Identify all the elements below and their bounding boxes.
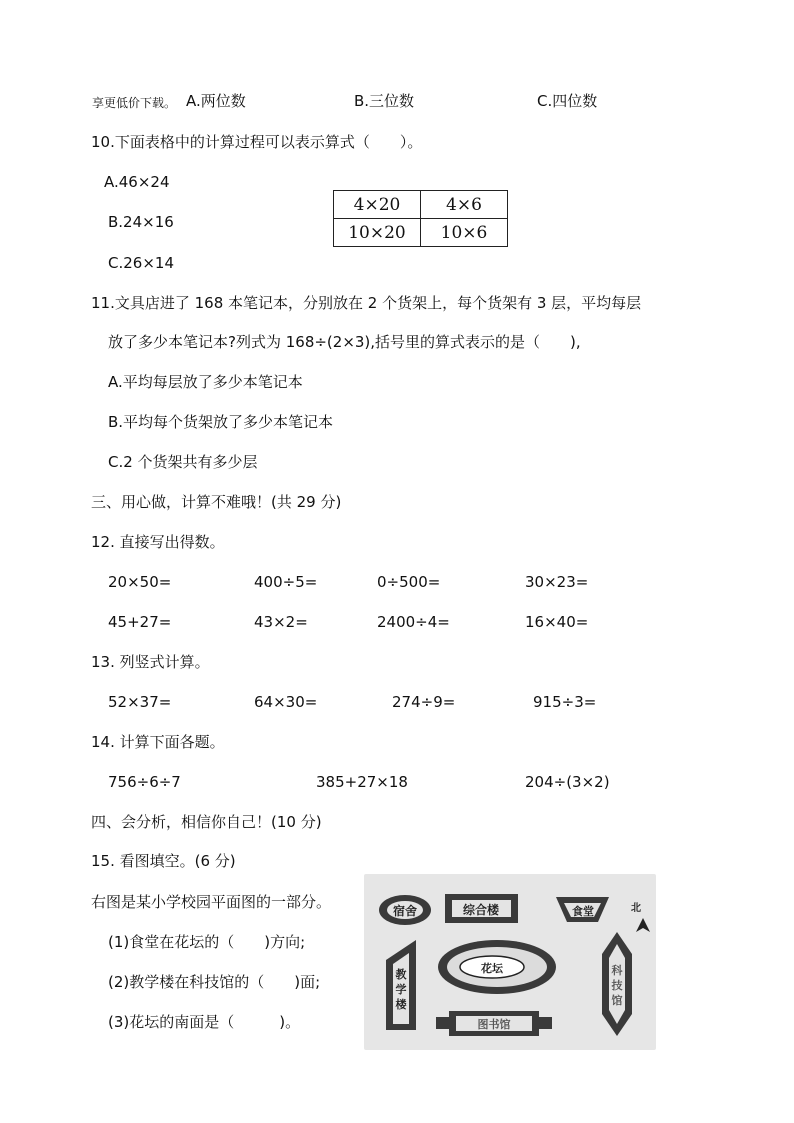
science-hall-label: 科技馆 bbox=[611, 964, 623, 1007]
q11-option-a: A.平均每层放了多少本笔记本 bbox=[108, 373, 303, 391]
q15-sub1: (1)食堂在花坛的（ )方向; bbox=[108, 933, 306, 951]
canteen-label: 食堂 bbox=[572, 905, 594, 918]
q9-prefix: 享更低价下载。 bbox=[92, 96, 177, 110]
q12-item: 43×2= bbox=[254, 613, 308, 631]
q12-item: 45+27= bbox=[108, 613, 172, 631]
q12-item: 16×40= bbox=[525, 613, 589, 631]
q9-option-a: A.两位数 bbox=[186, 92, 246, 110]
campus-map bbox=[364, 874, 656, 1050]
q12-item: 0÷500= bbox=[377, 573, 441, 591]
q14-stem: 14. 计算下面各题。 bbox=[91, 733, 225, 751]
library-label: 图书馆 bbox=[477, 1018, 511, 1031]
q15-intro: 右图是某小学校园平面图的一部分。 bbox=[91, 893, 332, 911]
q14-item: 204÷(3×2) bbox=[525, 773, 610, 791]
q10-option-a: A.46×24 bbox=[104, 173, 170, 191]
q10-option-b: B.24×16 bbox=[108, 213, 174, 231]
q13-stem: 13. 列竖式计算。 bbox=[91, 653, 210, 671]
q12-item: 30×23= bbox=[525, 573, 589, 591]
complex-building-label: 综合楼 bbox=[462, 903, 500, 917]
q14-item: 385+27×18 bbox=[316, 773, 408, 791]
q13-item: 52×37= bbox=[108, 693, 172, 711]
q15-stem: 15. 看图填空。(6 分) bbox=[91, 852, 236, 870]
q15-sub2: (2)教学楼在科技馆的（ )面; bbox=[108, 973, 321, 991]
q13-item: 274÷9= bbox=[392, 693, 456, 711]
q9-option-b: B.三位数 bbox=[354, 92, 415, 110]
q12-stem: 12. 直接写出得数。 bbox=[91, 533, 225, 551]
q9-option-c: C.四位数 bbox=[537, 92, 598, 110]
teaching-building-label: 教学楼 bbox=[395, 968, 407, 1011]
flowerbed-label: 花坛 bbox=[481, 962, 503, 975]
q11-option-b: B.平均每个货架放了多少本笔记本 bbox=[108, 413, 334, 431]
calc-cell: 4×20 bbox=[334, 191, 421, 219]
section-4-heading: 四、会分析，相信你自己！(10 分) bbox=[91, 813, 322, 831]
q15-sub3: (3)花坛的南面是（ )。 bbox=[108, 1013, 301, 1031]
section-3-heading: 三、用心做，计算不难哦！(共 29 分) bbox=[91, 493, 342, 511]
q12-item: 2400÷4= bbox=[377, 613, 450, 631]
q10-option-c: C.26×14 bbox=[108, 254, 174, 272]
north-arrow-icon bbox=[636, 918, 650, 932]
q11-stem-line2: 放了多少本笔记本?列式为 168÷(2×3),括号里的算式表示的是（ ), bbox=[108, 333, 581, 351]
calc-cell: 4×6 bbox=[421, 191, 508, 219]
q11-option-c: C.2 个货架共有多少层 bbox=[108, 453, 258, 471]
q11-stem-line1: 11.文具店进了 168 本笔记本，分别放在 2 个货架上，每个货架有 3 层，平均每层 bbox=[91, 294, 642, 312]
dormitory-label: 宿舍 bbox=[392, 904, 418, 918]
q13-item: 64×30= bbox=[254, 693, 318, 711]
calc-cell: 10×20 bbox=[334, 219, 421, 247]
q14-item: 756÷6÷7 bbox=[108, 773, 181, 791]
q10-calc-table bbox=[333, 190, 508, 247]
q12-item: 400÷5= bbox=[254, 573, 318, 591]
calc-cell: 10×6 bbox=[421, 219, 508, 247]
north-label: 北 bbox=[631, 903, 641, 914]
q13-item: 915÷3= bbox=[533, 693, 597, 711]
q10-stem: 10.下面表格中的计算过程可以表示算式（ ）。 bbox=[91, 133, 423, 151]
q12-item: 20×50= bbox=[108, 573, 172, 591]
